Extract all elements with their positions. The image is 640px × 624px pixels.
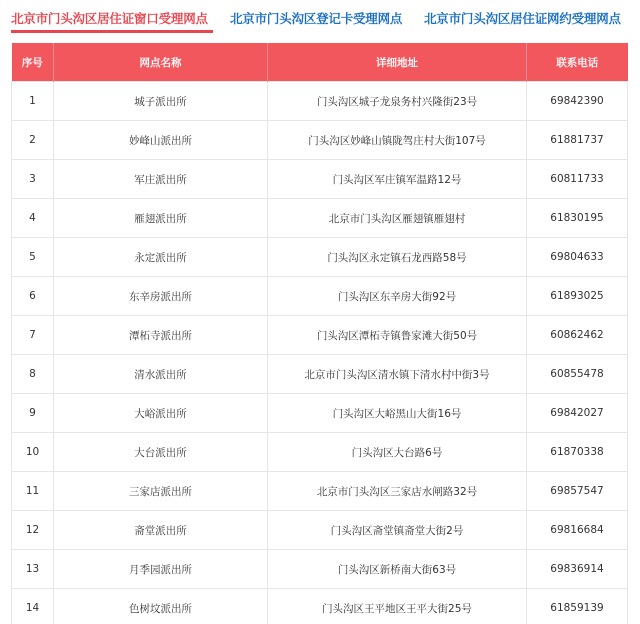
- cell-phone: 61859139: [527, 589, 628, 624]
- cell-index: 6: [12, 277, 54, 316]
- cell-phone: 61830195: [527, 199, 628, 238]
- cell-phone: 69804633: [527, 238, 628, 277]
- cell-index: 1: [12, 82, 54, 121]
- cell-index: 2: [12, 121, 54, 160]
- cell-address: 北京市门头沟区雁翅镇雁翅村: [268, 199, 527, 238]
- cell-index: 13: [12, 550, 54, 589]
- cell-index: 7: [12, 316, 54, 355]
- table-row: [12, 550, 628, 589]
- cell-name: 军庄派出所: [54, 160, 268, 199]
- tab-residence-permit-window[interactable]: 北京市门头沟区居住证窗口受理网点: [11, 11, 208, 26]
- cell-name: 妙峰山派出所: [54, 121, 268, 160]
- cell-name: 潭柘寺派出所: [54, 316, 268, 355]
- cell-name: 雁翅派出所: [54, 199, 268, 238]
- cell-phone: 69816684: [527, 511, 628, 550]
- cell-address: 门头沟区大峪黑山大街16号: [268, 394, 527, 433]
- cell-phone: 69857547: [527, 472, 628, 511]
- cell-address: 门头沟区潭柘寺镇鲁家滩大街50号: [268, 316, 527, 355]
- header-index: 序号: [12, 43, 54, 82]
- cell-index: 14: [12, 589, 54, 624]
- table-row: [12, 199, 628, 238]
- cell-name: 三家店派出所: [54, 472, 268, 511]
- cell-name: 东辛房派出所: [54, 277, 268, 316]
- cell-phone: 69842027: [527, 394, 628, 433]
- table-row: [12, 277, 628, 316]
- cell-index: 9: [12, 394, 54, 433]
- table-row: [12, 511, 628, 550]
- cell-address: 门头沟区妙峰山镇陇驾庄村大街107号: [268, 121, 527, 160]
- active-tab-indicator: [11, 30, 213, 33]
- cell-phone: 61881737: [527, 121, 628, 160]
- cell-index: 8: [12, 355, 54, 394]
- table-row: [12, 472, 628, 511]
- cell-name: 清水派出所: [54, 355, 268, 394]
- cell-name: 大峪派出所: [54, 394, 268, 433]
- tab-registration-card[interactable]: 北京市门头沟区登记卡受理网点: [230, 11, 403, 26]
- header-name: 网点名称: [54, 43, 268, 82]
- cell-phone: 69842390: [527, 82, 628, 121]
- cell-address: 门头沟区军庄镇军温路12号: [268, 160, 527, 199]
- cell-index: 4: [12, 199, 54, 238]
- table-row: [12, 394, 628, 433]
- cell-index: 5: [12, 238, 54, 277]
- header-address: 详细地址: [268, 43, 527, 82]
- table-header-row: [12, 43, 628, 82]
- cell-address: 门头沟区永定镇石龙西路58号: [268, 238, 527, 277]
- cell-name: 斋堂派出所: [54, 511, 268, 550]
- cell-phone: 60855478: [527, 355, 628, 394]
- table-row: [12, 160, 628, 199]
- cell-name: 色树坟派出所: [54, 589, 268, 624]
- cell-address: 门头沟区大台路6号: [268, 433, 527, 472]
- tab-residence-permit-online[interactable]: 北京市门头沟区居住证网约受理网点: [424, 11, 621, 26]
- cell-address: 北京市门头沟区清水镇下清水村中街3号: [268, 355, 527, 394]
- cell-index: 3: [12, 160, 54, 199]
- cell-name: 永定派出所: [54, 238, 268, 277]
- cell-phone: 60811733: [527, 160, 628, 199]
- cell-name: 城子派出所: [54, 82, 268, 121]
- cell-name: 月季园派出所: [54, 550, 268, 589]
- cell-index: 11: [12, 472, 54, 511]
- cell-name: 大台派出所: [54, 433, 268, 472]
- table-row: [12, 238, 628, 277]
- table-row: [12, 316, 628, 355]
- table-row: [12, 82, 628, 121]
- cell-phone: 61870338: [527, 433, 628, 472]
- table-row: [12, 433, 628, 472]
- table-row: [12, 121, 628, 160]
- cell-phone: 60862462: [527, 316, 628, 355]
- cell-phone: 61893025: [527, 277, 628, 316]
- table-row: [12, 355, 628, 394]
- cell-index: 10: [12, 433, 54, 472]
- cell-phone: 69836914: [527, 550, 628, 589]
- cell-address: 北京市门头沟区三家店水闸路32号: [268, 472, 527, 511]
- table-row: [12, 589, 628, 624]
- service-points-table: [11, 43, 628, 624]
- cell-index: 12: [12, 511, 54, 550]
- cell-address: 门头沟区王平地区王平大街25号: [268, 589, 527, 624]
- header-phone: 联系电话: [527, 43, 628, 82]
- tab-bar: [0, 0, 640, 36]
- cell-address: 门头沟区新桥南大街63号: [268, 550, 527, 589]
- cell-address: 门头沟区城子龙泉务村兴隆街23号: [268, 82, 527, 121]
- cell-address: 门头沟区东辛房大街92号: [268, 277, 527, 316]
- cell-address: 门头沟区斋堂镇斋堂大街2号: [268, 511, 527, 550]
